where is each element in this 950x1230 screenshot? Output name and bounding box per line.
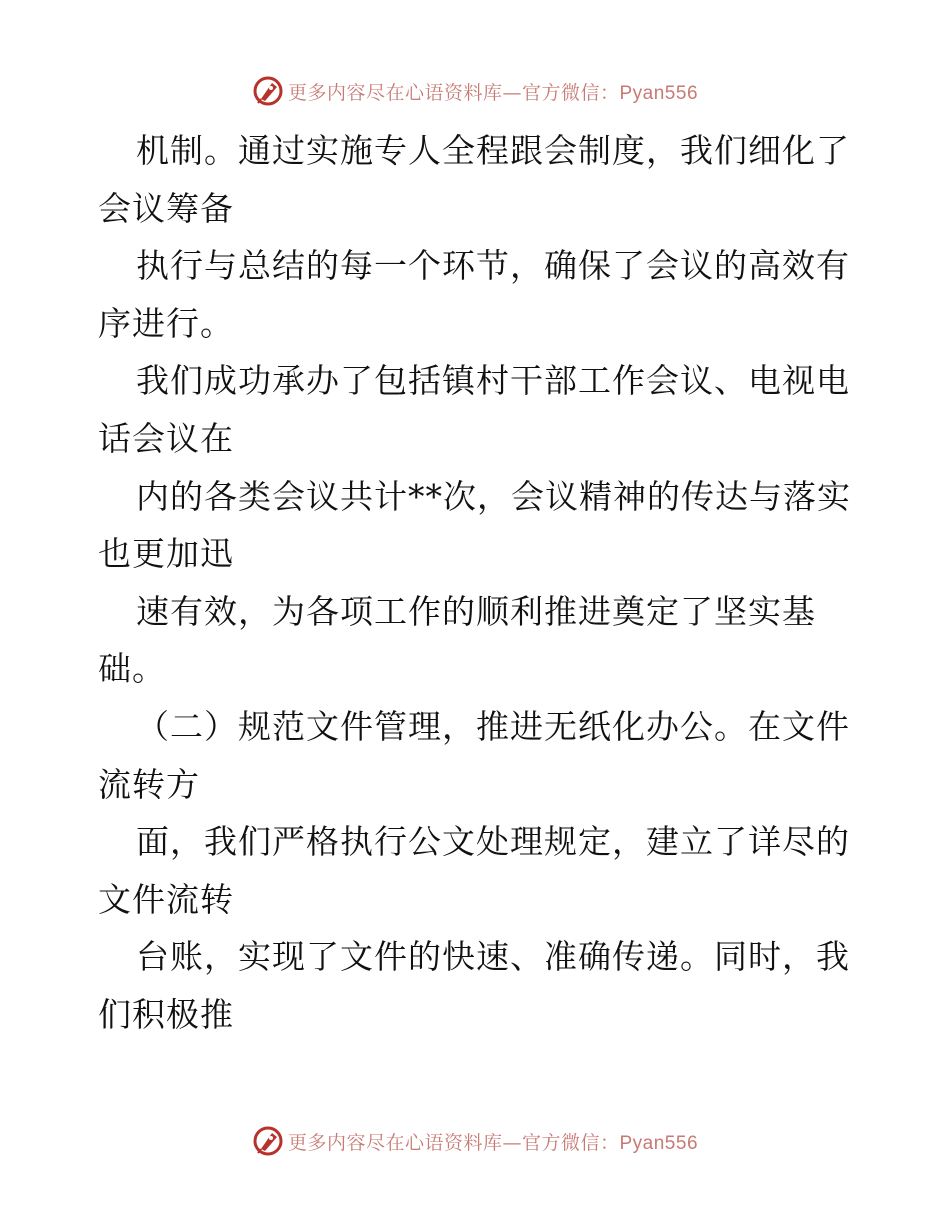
header-wechat-label: 官方微信： (521, 81, 620, 104)
text-line: 速有效，为各项工作的顺利推进奠定了坚实基 (136, 591, 816, 631)
text-line: 机制。通过实施专人全程跟会制度，我们细化了 (136, 131, 850, 170)
text-line: （二）规范文件管理，推进无纸化办公。在文件 (136, 706, 850, 746)
text-line: 会议筹备 (98, 188, 234, 228)
header-banner (0, 71, 950, 111)
text-line: 也更加迅 (98, 534, 234, 574)
text-line: 文件流转 (98, 879, 234, 919)
text-line: 流转方 (98, 764, 200, 804)
header-text (288, 78, 698, 105)
text-line: 面，我们严格执行公文处理规定，建立了详尽的 (136, 822, 850, 862)
pen-nib-logo-icon (252, 75, 284, 107)
footer-brand: 更多内容尽在心语资料库 (287, 1131, 503, 1154)
pen-nib-logo-icon (252, 1125, 284, 1157)
text-line: 础。 (98, 649, 166, 689)
footer-wechat-id: Pyan556 (619, 1132, 699, 1154)
header-brand: 更多内容尽在心语资料库 (287, 81, 503, 104)
text-line: 执行与总结的每一个环节，确保了会议的高效有 (136, 246, 850, 286)
text-line: 我们成功承办了包括镇村干部工作会议、电视电 (136, 361, 850, 401)
footer-text (288, 1128, 698, 1155)
footer-banner (0, 1121, 950, 1161)
footer-wechat-label: 官方微信： (521, 1131, 620, 1154)
text-line: 们积极推 (98, 994, 234, 1034)
text-line: 序进行。 (98, 303, 234, 343)
document-body (98, 122, 858, 1044)
text-line: 话会议在 (98, 418, 234, 458)
header-wechat-id: Pyan556 (619, 82, 699, 104)
text-line: 台账，实现了文件的快速、准确传递。同时，我 (136, 937, 850, 977)
text-line: 内的各类会议共计**次，会议精神的传达与落实 (136, 476, 851, 516)
header-dash: — (502, 81, 522, 104)
footer-dash: — (502, 1131, 522, 1154)
